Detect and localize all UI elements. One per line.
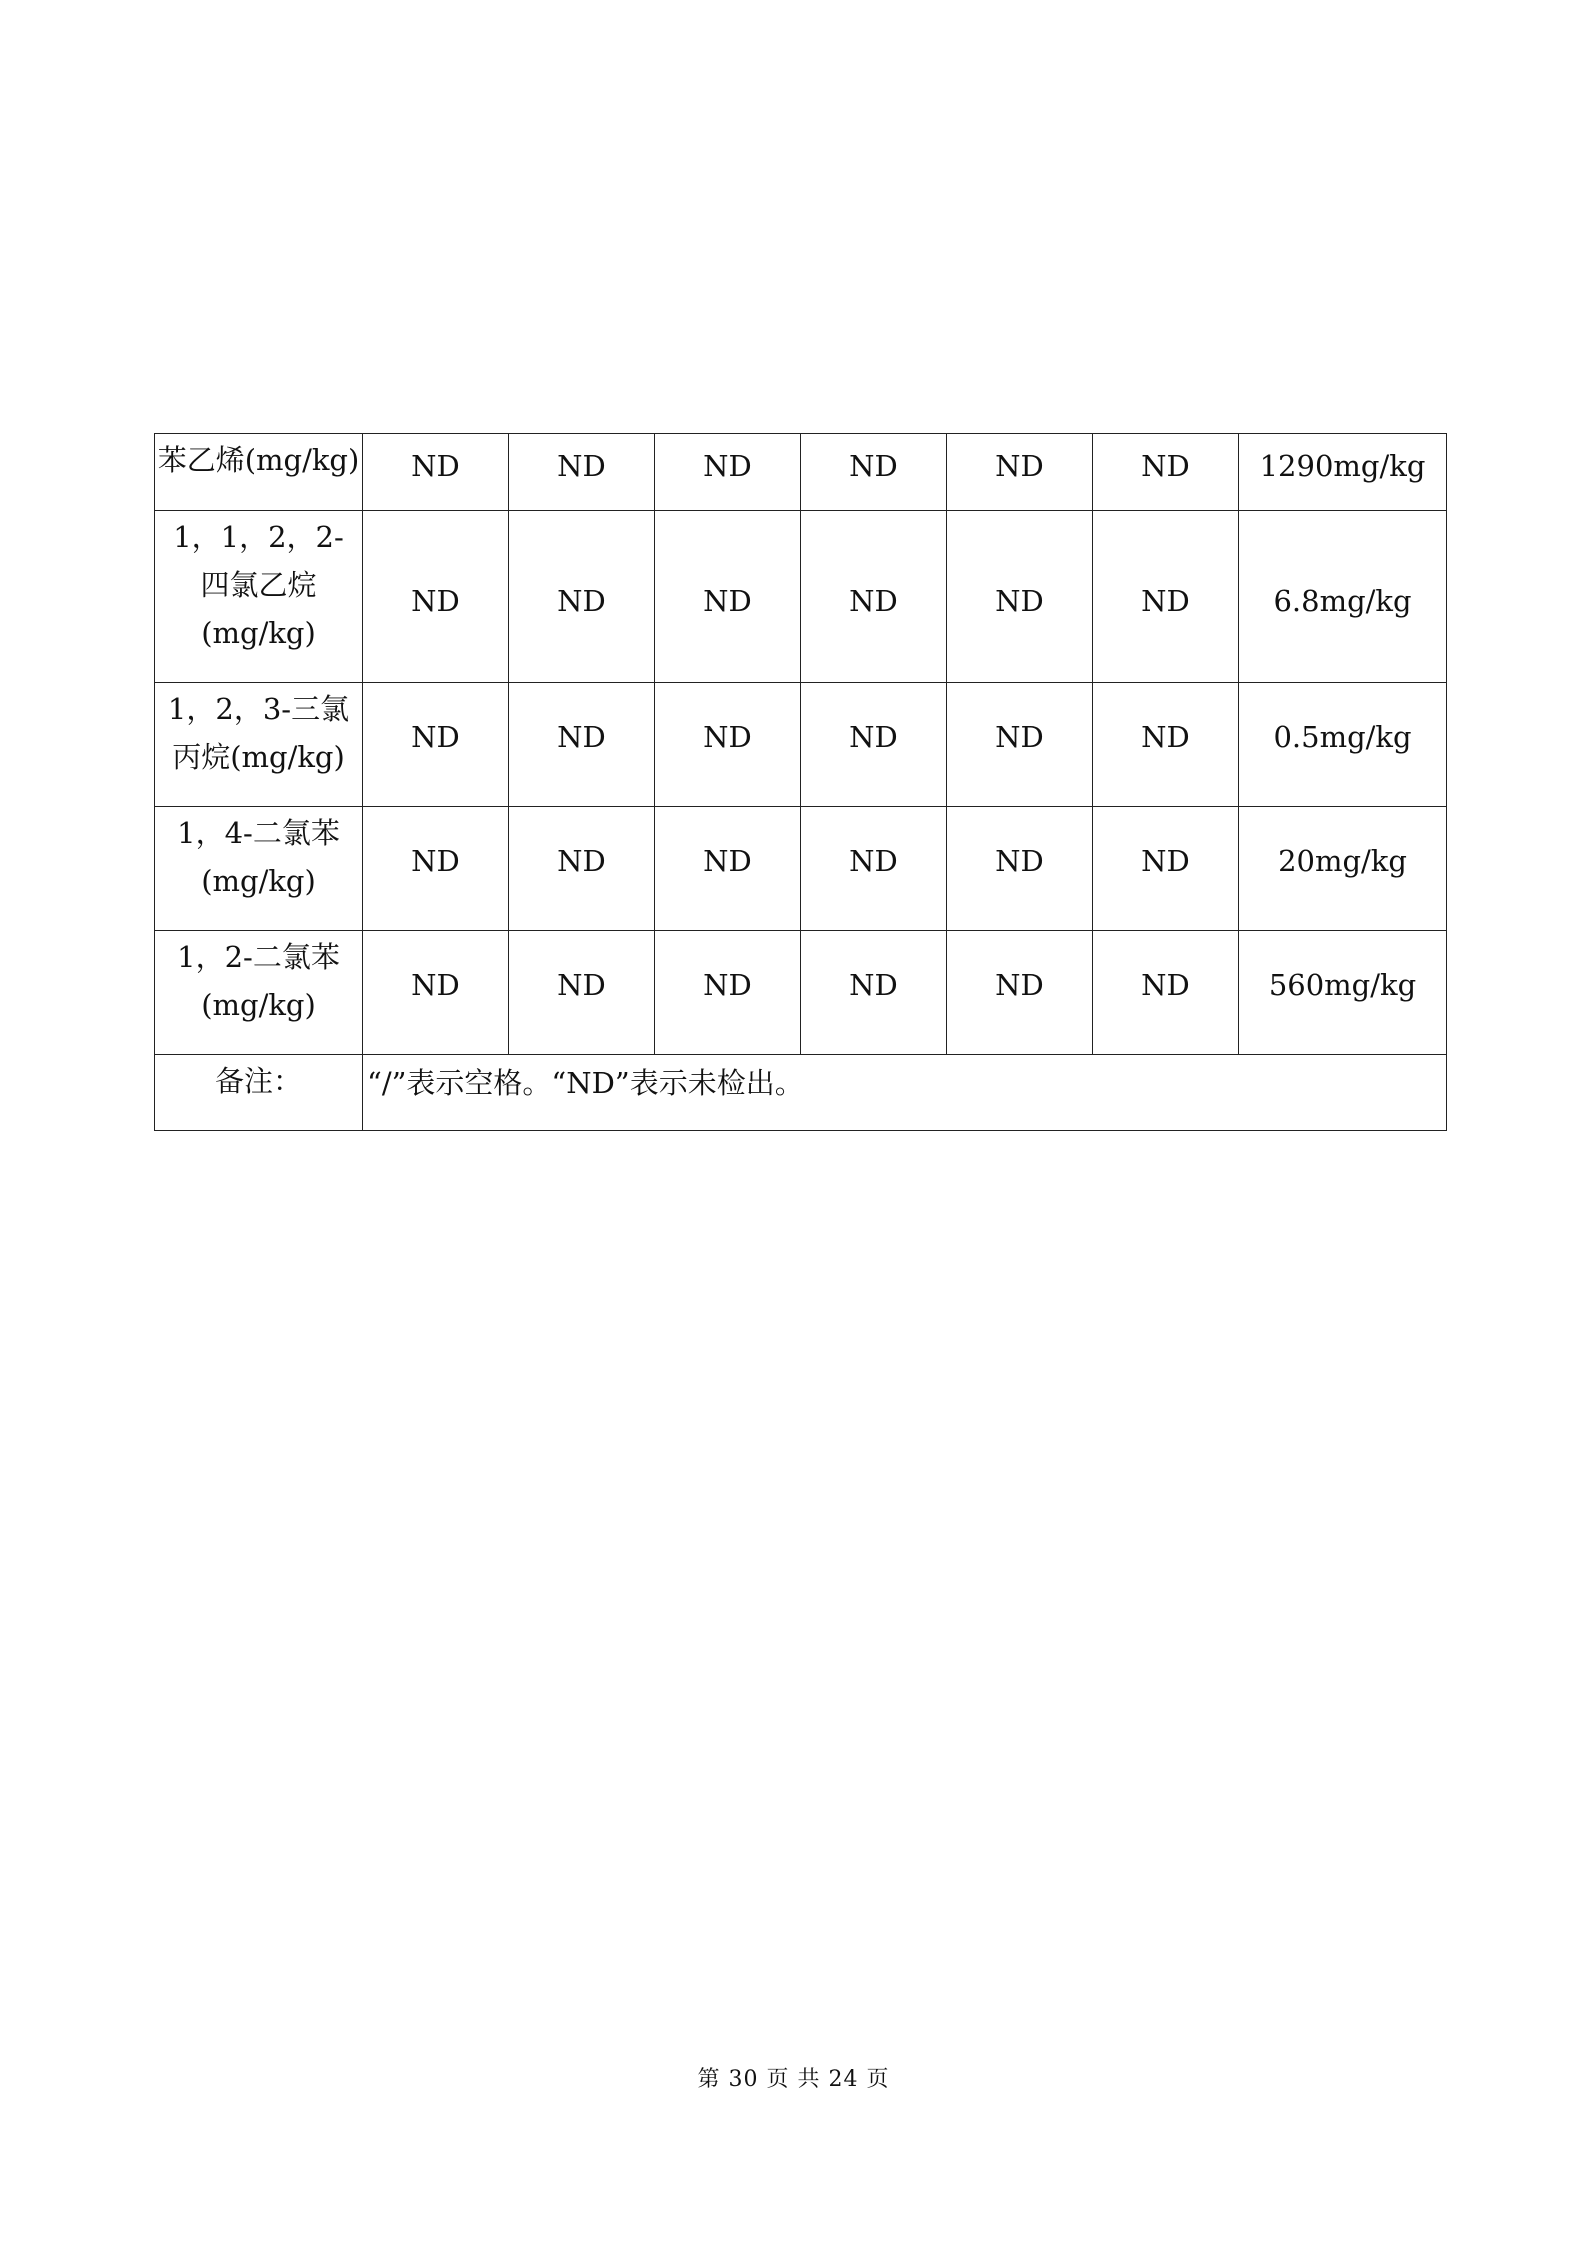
row-label: 1，4-二氯苯 (mg/kg) [155, 807, 363, 931]
limit-value-cell: 560mg/kg [1239, 931, 1447, 1055]
limit-value-cell: 20mg/kg [1239, 807, 1447, 931]
table-cell: ND [363, 434, 509, 511]
table-cell: ND [947, 434, 1093, 511]
table-row [155, 807, 1447, 931]
table-cell: ND [363, 511, 509, 683]
table-cell: ND [801, 511, 947, 683]
limit-value-cell: 1290mg/kg [1239, 434, 1447, 511]
table-cell: ND [947, 807, 1093, 931]
limit-value-cell: 6.8mg/kg [1239, 511, 1447, 683]
row-label: 苯乙烯(mg/kg) [155, 434, 363, 511]
table-cell: ND [947, 683, 1093, 807]
table-cell: ND [1093, 931, 1239, 1055]
row-label: 1，2-二氯苯 (mg/kg) [155, 931, 363, 1055]
table-row [155, 683, 1447, 807]
page-number-footer: 第 30 页 共 24 页 [697, 2067, 890, 2092]
table-cell: ND [363, 807, 509, 931]
table-cell: ND [801, 931, 947, 1055]
table-cell: ND [1093, 434, 1239, 511]
results-table [154, 433, 1447, 1131]
table-row [155, 511, 1447, 683]
note-row [155, 1055, 1447, 1131]
table-cell: ND [509, 683, 655, 807]
table-row [155, 931, 1447, 1055]
table-cell: ND [1093, 511, 1239, 683]
limit-value-cell: 0.5mg/kg [1239, 683, 1447, 807]
table-cell: ND [947, 511, 1093, 683]
note-label: 备注： [155, 1055, 363, 1131]
table-cell: ND [1093, 683, 1239, 807]
table-cell: ND [655, 511, 801, 683]
table-row [155, 434, 1447, 511]
table-cell: ND [947, 931, 1093, 1055]
table-cell: ND [363, 683, 509, 807]
note-text: “/”表示空格。“ND”表示未检出。 [363, 1055, 1447, 1131]
table-cell: ND [655, 931, 801, 1055]
table-cell: ND [655, 434, 801, 511]
table-cell: ND [801, 807, 947, 931]
table-cell: ND [363, 931, 509, 1055]
table-cell: ND [801, 683, 947, 807]
table-cell: ND [509, 807, 655, 931]
row-label: 1，1，2，2- 四氯乙烷 (mg/kg) [155, 511, 363, 683]
table-cell: ND [509, 434, 655, 511]
table-cell: ND [1093, 807, 1239, 931]
table-cell: ND [509, 511, 655, 683]
table-cell: ND [655, 807, 801, 931]
row-label: 1，2，3-三氯 丙烷(mg/kg) [155, 683, 363, 807]
table-cell: ND [655, 683, 801, 807]
table-cell: ND [509, 931, 655, 1055]
table-cell: ND [801, 434, 947, 511]
